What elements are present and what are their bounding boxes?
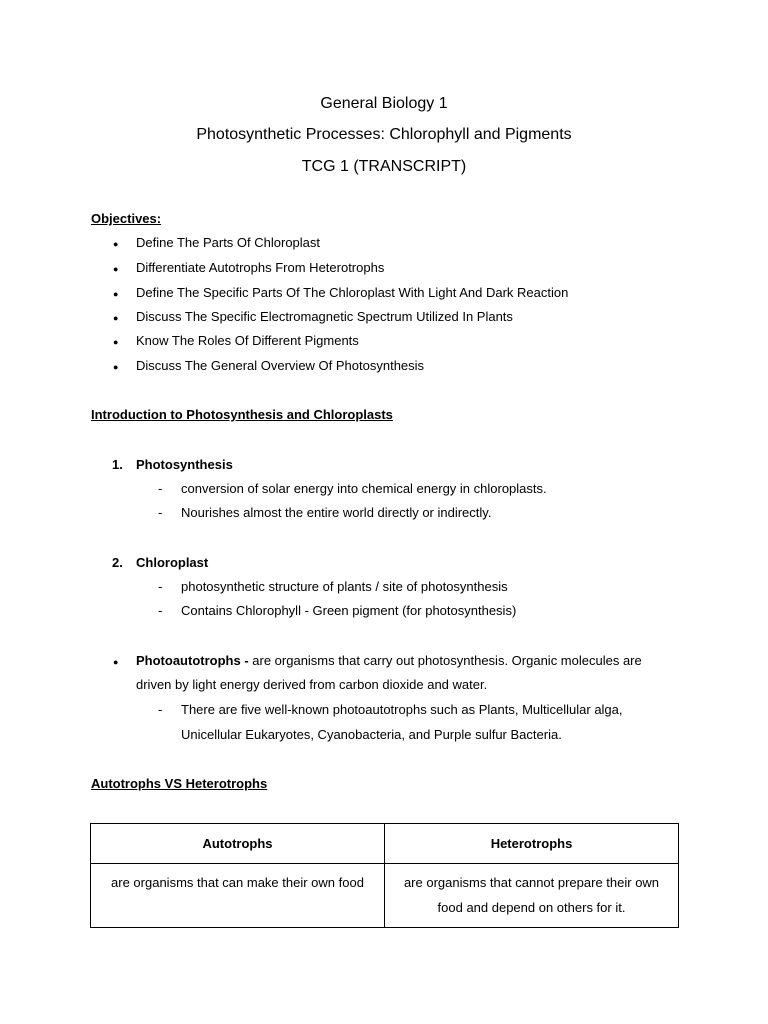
- column-header-autotrophs: Autotrophs: [91, 824, 385, 864]
- column-header-heterotrophs: Heterotrophs: [385, 824, 679, 864]
- photoautotrophs-line-2: driven by light energy derived from carbon dioxide and water.: [136, 677, 488, 692]
- objective-item: Discuss The General Overview Of Photosynthesis: [136, 358, 425, 373]
- dash-icon: -: [158, 481, 163, 496]
- comparison-heading: Autotrophs VS Heterotrophs: [91, 776, 268, 791]
- term-photosynthesis: Photosynthesis: [136, 457, 233, 472]
- bullet-icon: ●: [113, 289, 119, 299]
- list-number: 1.: [112, 457, 123, 472]
- bullet-icon: ●: [113, 264, 119, 274]
- objective-item: Differentiate Autotrophs From Heterotrophs: [136, 260, 385, 275]
- objective-item: Define The Parts Of Chloroplast: [136, 235, 321, 250]
- objectives-heading: Objectives:: [91, 211, 162, 226]
- tcg-title: TCG 1 (TRANSCRIPT): [301, 158, 467, 175]
- dash-icon: -: [158, 579, 163, 594]
- table-row: [91, 864, 679, 928]
- term-chloroplast: Chloroplast: [136, 555, 209, 570]
- photoautotrophs-definition: are organisms that carry out photosynthesis. Organic molecules are: [248, 653, 642, 668]
- photoautotrophs-sub-line-1: There are five well-known photoautotrophs such as Plants, Multicellular alga,: [181, 702, 623, 717]
- objective-item: Define The Specific Parts Of The Chloroplast With Light And Dark Reaction: [136, 285, 569, 300]
- bullet-icon: ●: [113, 313, 119, 323]
- objective-item: Know The Roles Of Different Pigments: [136, 333, 359, 348]
- term-photoautotrophs: Photoautotrophs -: [136, 653, 249, 668]
- photoautotrophs-sub-line-2: Unicellular Eukaryotes, Cyanobacteria, and Purple sulfur Bacteria.: [181, 727, 562, 742]
- intro-heading: Introduction to Photosynthesis and Chloroplasts: [91, 407, 393, 422]
- table-header-row: [91, 824, 679, 864]
- bullet-icon: ●: [113, 362, 119, 372]
- topic-title: Photosynthetic Processes: Chlorophyll and Pigments: [196, 126, 572, 143]
- bullet-icon: ●: [113, 337, 119, 347]
- list-number: 2.: [112, 555, 123, 570]
- course-title: General Biology 1: [320, 95, 448, 112]
- definition-point: Contains Chlorophyll - Green pigment (for photosynthesis): [181, 603, 517, 618]
- photoautotrophs-line-1: [136, 653, 642, 669]
- table-cell-autotrophs: are organisms that can make their own food: [91, 864, 385, 928]
- definition-point: conversion of solar energy into chemical energy in chloroplasts.: [181, 481, 547, 496]
- definition-point: photosynthetic structure of plants / site of photosynthesis: [181, 579, 508, 594]
- comparison-table: [90, 823, 679, 928]
- objective-item: Discuss The Specific Electromagnetic Spectrum Utilized In Plants: [136, 309, 513, 324]
- bullet-icon: ●: [113, 657, 119, 667]
- bullet-icon: ●: [113, 239, 119, 249]
- table-cell-heterotrophs: are organisms that cannot prepare their own food and depend on others for it.: [385, 864, 679, 928]
- definition-point: Nourishes almost the entire world directly or indirectly.: [181, 505, 492, 520]
- dash-icon: -: [158, 603, 163, 618]
- dash-icon: -: [158, 505, 163, 520]
- dash-icon: -: [158, 702, 163, 717]
